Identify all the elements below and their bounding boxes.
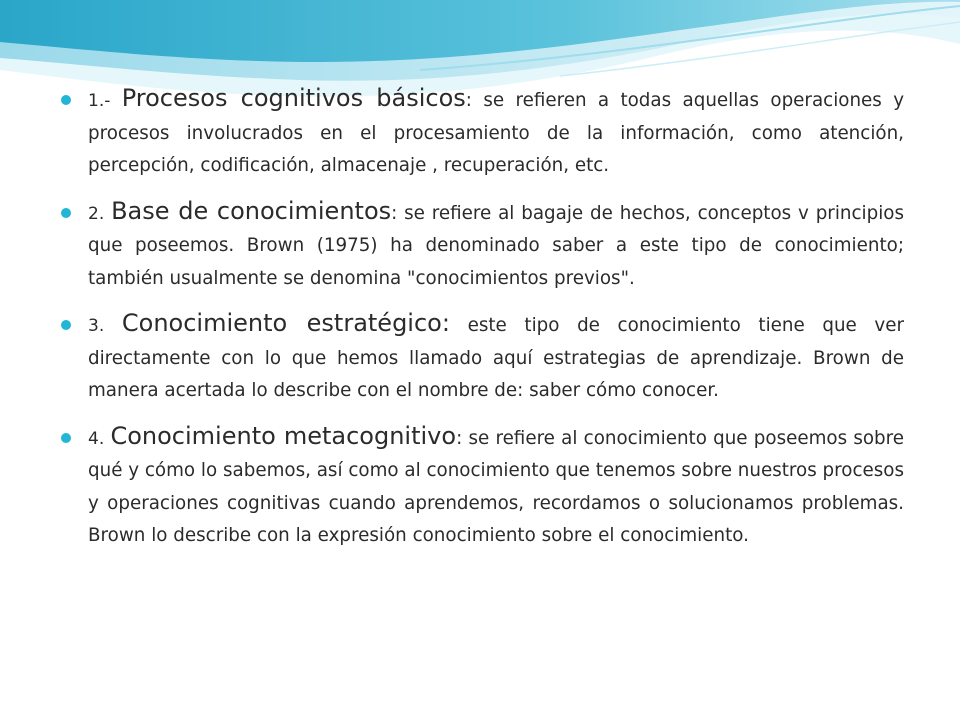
item-number: 4. [88,428,105,449]
bullet-item-1 [58,82,904,183]
item-number: 1.- [88,91,111,111]
bullet-dot-icon [61,95,71,105]
bullet-item-2 [58,195,904,296]
item-term: Base de conocimientos [111,196,392,225]
bullet-item-3 [58,307,904,408]
item-text: : se refiere al bagaje de hechos, conceptos v principios que poseemos. Brown (1975) ha denominado saber a este tipo de conocimiento; también usualmente se denomina "conocimientos previos". [88,202,905,289]
item-number: 2. [88,203,105,224]
item-text: : se refieren a todas aquellas operaciones y procesos involucrados en el procesamiento de la información, como atención, percepción, codificación, almacenaje , recuperación, etc. [88,90,905,176]
slide-content [58,82,904,565]
item-text: este tipo de conocimiento tiene que ver directamente con lo que hemos llamado aquí estrategias de aprendizaje. Brown de manera acertada lo describe con el nombre de: saber cómo conocer. [88,315,905,401]
item-term: Conocimiento metacognitivo [110,421,457,450]
item-term: Procesos cognitivos básicos [121,84,466,112]
bullet-list [58,82,904,553]
bullet-dot-icon [61,208,71,218]
item-text: : se refiere al conocimiento que poseemos sobre qué y cómo lo sabemos, así como al conocimiento que tenemos sobre nuestros procesos y operaciones cognitivas cuando aprendemos, recordamos o solucionamos problemas. Brown lo describe con la expresión conocimiento sobre el conocimiento. [88,427,905,546]
item-number: 3. [88,316,105,336]
item-term: Conocimiento estratégico: [121,309,450,337]
bullet-dot-icon [61,320,71,330]
bullet-item-4 [58,420,904,553]
bullet-dot-icon [61,433,71,443]
